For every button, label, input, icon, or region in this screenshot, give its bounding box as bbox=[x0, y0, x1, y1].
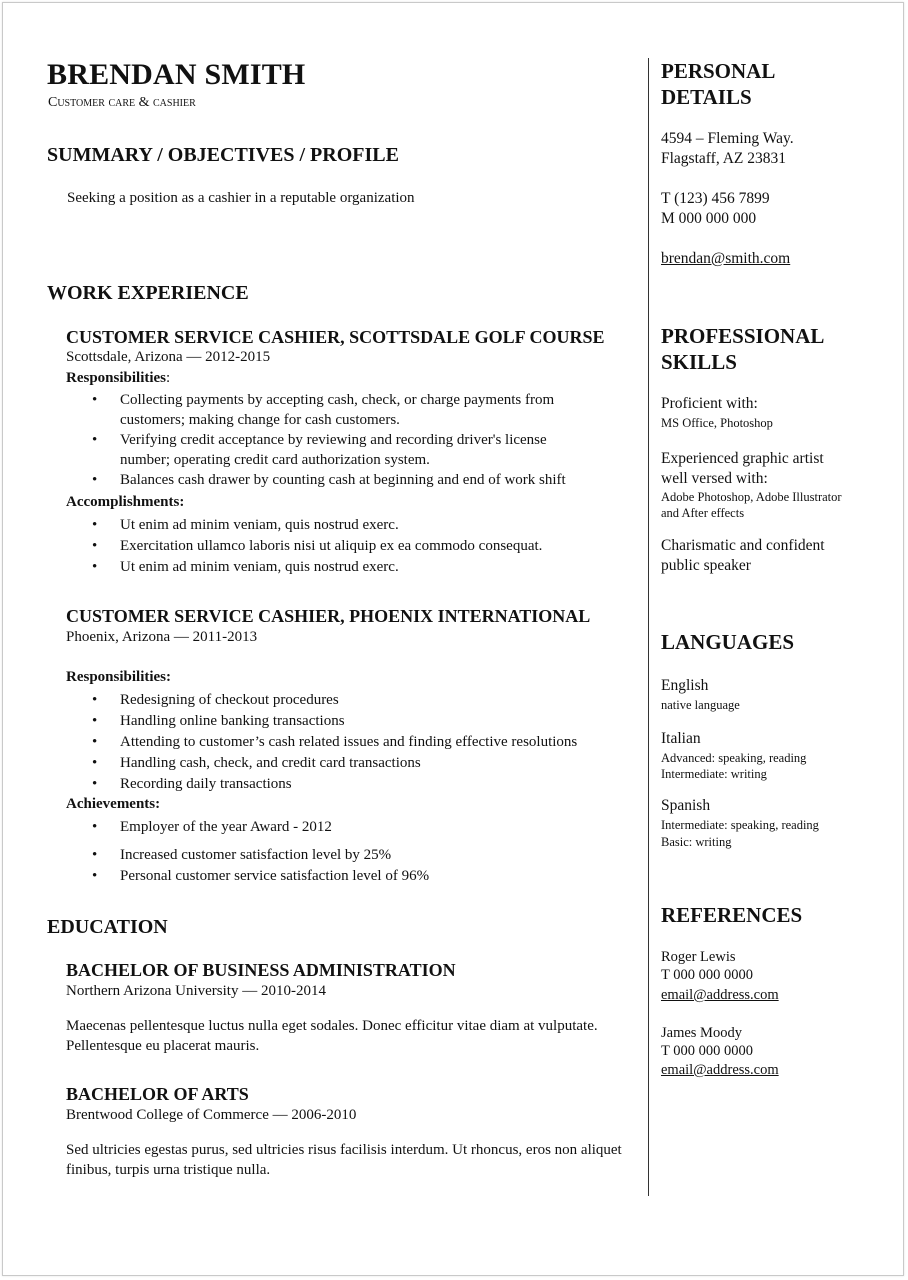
responsibilities-label: Responsibilities: bbox=[66, 370, 171, 386]
language-level: native language bbox=[661, 698, 740, 712]
reference-phone: T 000 000 0000 bbox=[661, 967, 753, 983]
list-item: • Exercitation ullamco laboris nisi ut aliquip ex ea commodo consequat. bbox=[66, 536, 542, 557]
work-heading: WORK EXPERIENCE bbox=[47, 282, 249, 304]
reference-phone: T 000 000 0000 bbox=[661, 1043, 753, 1059]
school-line: Northern Arizona University — 2010-2014 bbox=[66, 983, 326, 999]
reference-email-link[interactable]: email@address.com bbox=[661, 1062, 779, 1078]
skill-main-continued: well versed with: bbox=[661, 470, 768, 487]
skills-heading: PROFESSIONAL SKILLS bbox=[661, 324, 824, 374]
language-level: Intermediate: speaking, reading bbox=[661, 818, 819, 832]
school-line: Brentwood College of Commerce — 2006-2010 bbox=[66, 1107, 357, 1123]
list-item: • Handling cash, check, and credit card transactions bbox=[66, 753, 577, 774]
list-item: • Balances cash drawer by counting cash at beginning and end of work shift bbox=[66, 470, 566, 490]
language-name: Spanish bbox=[661, 797, 711, 814]
list-item-continued: number; operating credit card authorization system. bbox=[120, 452, 430, 468]
summary-text: Seeking a position as a cashier in a reputable organization bbox=[67, 190, 415, 206]
degree-title: BACHELOR OF BUSINESS ADMINISTRATION bbox=[66, 960, 456, 980]
address-line-2: Flagstaff, AZ 23831 bbox=[661, 150, 786, 167]
skill-main: Experienced graphic artist bbox=[661, 450, 824, 467]
mobile: M 000 000 000 bbox=[661, 210, 757, 227]
skill-main-continued: public speaker bbox=[661, 557, 751, 574]
accomplishments-list bbox=[66, 515, 542, 578]
job-title: CUSTOMER SERVICE CASHIER, PHOENIX INTERNATIONAL bbox=[66, 606, 591, 626]
reference-name: James Moody bbox=[661, 1025, 742, 1041]
skill-detail: MS Office, Photoshop bbox=[661, 416, 773, 430]
list-item: • Increased customer satisfaction level by 25% bbox=[66, 845, 429, 866]
reference-email-link[interactable]: email@address.com bbox=[661, 987, 779, 1003]
personal-heading: PERSONAL DETAILS bbox=[661, 59, 775, 109]
languages-heading: LANGUAGES bbox=[661, 630, 795, 654]
degree-title: BACHELOR OF ARTS bbox=[66, 1084, 249, 1104]
language-name: Italian bbox=[661, 730, 701, 747]
list-item: • Attending to customer’s cash related issues and finding effective resolutions bbox=[66, 732, 577, 753]
job-location: Scottsdale, Arizona — 2012-2015 bbox=[66, 349, 271, 365]
list-item: • Ut enim ad minim veniam, quis nostrud exerc. bbox=[66, 515, 542, 536]
job-location: Phoenix, Arizona — 2011-2013 bbox=[66, 629, 258, 645]
phone: T (123) 456 7899 bbox=[661, 190, 770, 207]
language-name: English bbox=[661, 677, 709, 694]
responsibilities-label: Responsibilities: bbox=[66, 669, 172, 685]
candidate-name: BRENDAN SMITH bbox=[47, 58, 306, 91]
reference-name: Roger Lewis bbox=[661, 949, 736, 965]
skill-detail-continued: and After effects bbox=[661, 506, 745, 520]
language-level: Basic: writing bbox=[661, 835, 732, 849]
language-level: Intermediate: writing bbox=[661, 767, 767, 781]
summary-heading: SUMMARY / OBJECTIVES / PROFILE bbox=[47, 144, 399, 166]
skill-detail: Adobe Photoshop, Adobe Illustrator bbox=[661, 490, 842, 504]
job-title: CUSTOMER SERVICE CASHIER, SCOTTSDALE GOLF COURSE bbox=[66, 327, 605, 347]
list-item: • Redesigning of checkout procedures bbox=[66, 690, 577, 711]
accomplishments-label: Accomplishments: bbox=[66, 494, 185, 510]
list-item: • Employer of the year Award - 2012 bbox=[66, 817, 429, 838]
column-divider bbox=[648, 58, 649, 1196]
email-link[interactable]: brendan@smith.com bbox=[661, 250, 791, 267]
skill-main: Proficient with: bbox=[661, 395, 758, 412]
list-item: • Ut enim ad minim veniam, quis nostrud exerc. bbox=[66, 557, 542, 578]
achievements-list bbox=[66, 817, 429, 887]
language-level: Advanced: speaking, reading bbox=[661, 751, 807, 765]
address-line-1: 4594 – Fleming Way. bbox=[661, 130, 794, 147]
education-heading: EDUCATION bbox=[47, 916, 168, 938]
list-item: • Handling online banking transactions bbox=[66, 711, 577, 732]
list-item-continued: customers; making change for cash customers. bbox=[120, 412, 400, 428]
list-item: • Personal customer service satisfaction level of 96% bbox=[66, 866, 429, 887]
degree-description: Maecenas pellentesque luctus nulla eget sodales. Donec efficitur vitae diam at vulputate. Pellentesque eu placerat mauris. bbox=[66, 1018, 598, 1054]
responsibilities-list bbox=[66, 390, 566, 490]
references-heading: REFERENCES bbox=[661, 903, 803, 927]
list-item: • Collecting payments by accepting cash, check, or charge payments from bbox=[66, 390, 566, 410]
candidate-title: Customer care & cashier bbox=[48, 95, 196, 110]
list-item: • Recording daily transactions bbox=[66, 774, 577, 795]
skill-main: Charismatic and confident bbox=[661, 537, 825, 554]
achievements-label: Achievements: bbox=[66, 796, 161, 812]
degree-description: Sed ultricies egestas purus, sed ultricies risus facilisis interdum. Ut rhoncus, eros non aliquet finibus, turpis urna tristique nulla. bbox=[66, 1142, 622, 1178]
responsibilities-list bbox=[66, 690, 577, 795]
list-item: • Verifying credit acceptance by reviewing and recording driver's license bbox=[66, 430, 566, 450]
